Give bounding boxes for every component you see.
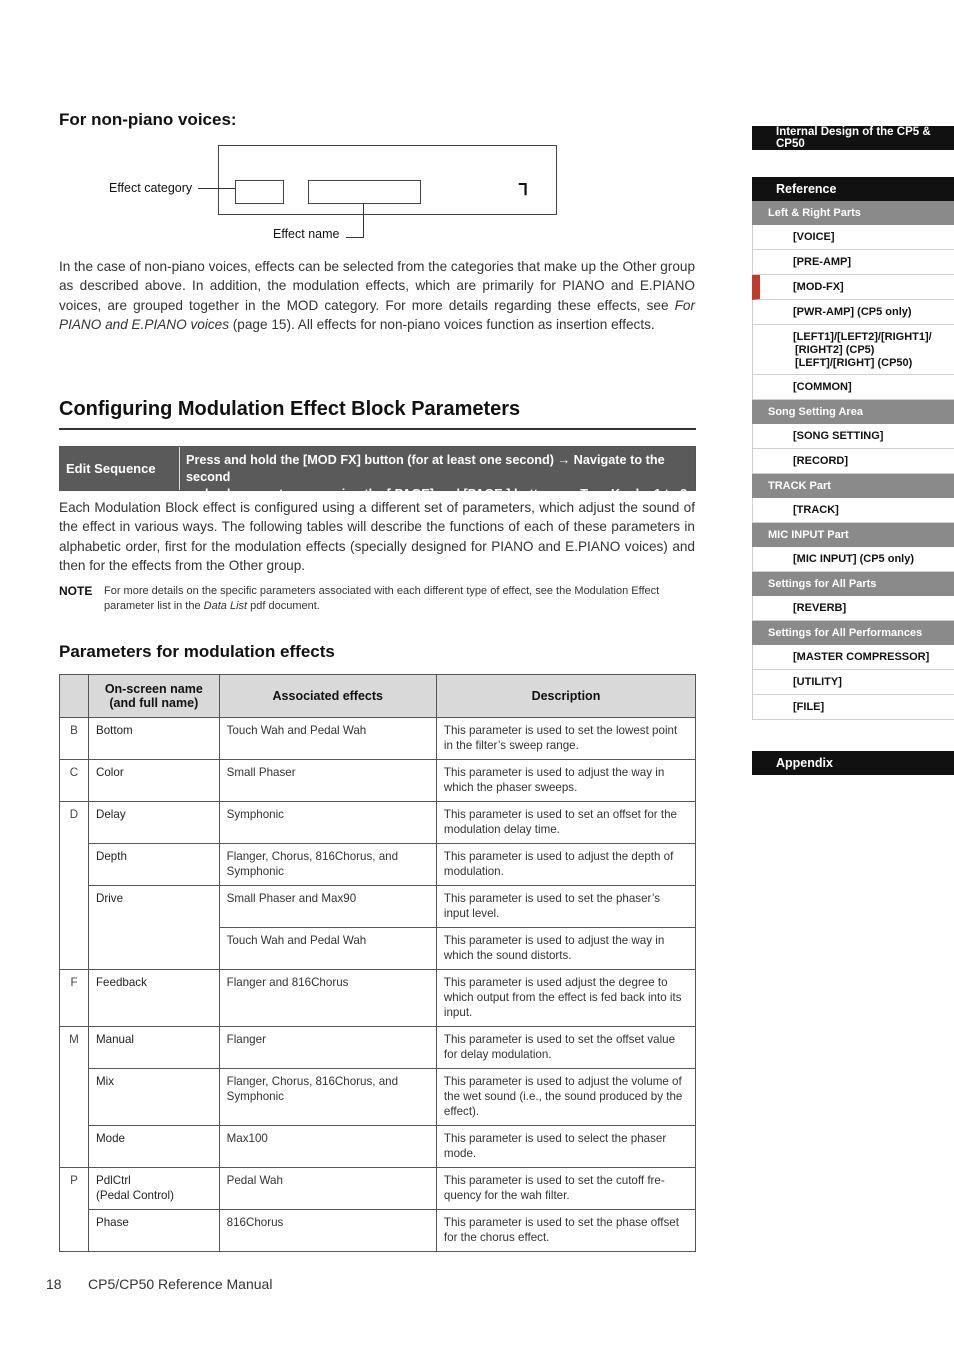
header-letter xyxy=(60,675,89,718)
param-name-full: (Pedal Control) xyxy=(95,1189,174,1202)
nav-settings-all-performances[interactable]: Settings for All Performances xyxy=(752,621,954,645)
table-row xyxy=(60,844,696,886)
param-name: Mode xyxy=(88,1126,219,1168)
manual-title: CP5/CP50 Reference Manual xyxy=(88,1276,273,1292)
row-letter: F xyxy=(60,970,89,1027)
param-effects: Flanger and 816Chorus xyxy=(219,970,436,1027)
param-name: Mix xyxy=(88,1069,219,1126)
param-effects: Touch Wah and Pedal Wah xyxy=(219,718,436,760)
name-pointer-vertical xyxy=(363,203,364,237)
table-row xyxy=(60,1126,696,1168)
edit-sequence-box xyxy=(59,446,696,501)
nav-mod-fx[interactable]: [MOD-FX] xyxy=(752,275,954,300)
param-name: Drive xyxy=(88,886,219,970)
effect-name-box xyxy=(308,180,421,204)
nav-pwr-amp[interactable]: [PWR-AMP] (CP5 only) xyxy=(752,300,954,325)
table-row xyxy=(60,760,696,802)
param-effects: Flanger xyxy=(219,1027,436,1069)
paragraph-text: In the case of non-piano voices, effects can be selected from the categories that make up the Other group as described above. In addition, the modulation effects, which are primarily for PIANO and E.PIANO voices, are grouped together in the MOD category. For more details regarding these effects, see xyxy=(59,259,696,313)
nav-record[interactable]: [RECORD] xyxy=(752,449,954,474)
row-letter: B xyxy=(60,718,89,760)
param-desc: This parameter is used to set the cutoff fre-quency for the wah filter. xyxy=(436,1168,695,1210)
param-desc: This parameter is used to adjust the way in which the sound distorts. xyxy=(436,928,695,970)
param-effects: Flanger, Chorus, 816Chorus, and Symphonic xyxy=(219,844,436,886)
nav-common[interactable]: [COMMON] xyxy=(752,375,954,400)
param-name: Phase xyxy=(88,1210,219,1252)
note-text xyxy=(104,584,694,614)
param-effects: Pedal Wah xyxy=(219,1168,436,1210)
nav-utility[interactable]: [UTILITY] xyxy=(752,670,954,695)
nav-master-compressor[interactable]: [MASTER COMPRESSOR] xyxy=(752,645,954,670)
param-effects: Small Phaser and Max90 xyxy=(219,886,436,928)
param-desc: This parameter is used to select the phaser mode. xyxy=(436,1126,695,1168)
parameters-table xyxy=(59,674,696,1252)
table-row xyxy=(60,718,696,760)
nav-appendix[interactable]: Appendix xyxy=(752,751,954,775)
nav-settings-all-parts[interactable]: Settings for All Parts xyxy=(752,572,954,596)
param-desc: This parameter is used to set the lowest point in the filter’s sweep range. xyxy=(436,718,695,760)
param-desc: This parameter is used to adjust the way in which the phaser sweeps. xyxy=(436,760,695,802)
nav-left-right-line1: [LEFT1]/[LEFT2]/[RIGHT1]/ xyxy=(793,331,932,343)
nav-track[interactable]: [TRACK] xyxy=(752,498,954,523)
nav-left-right-text xyxy=(793,331,932,370)
section-heading-configuring: Configuring Modulation Effect Block Parameters xyxy=(59,398,521,420)
param-desc: This parameter is used to set the offset value for delay modulation. xyxy=(436,1027,695,1069)
nav-pre-amp[interactable]: [PRE-AMP] xyxy=(752,250,954,275)
nav-song-setting[interactable]: [SONG SETTING] xyxy=(752,424,954,449)
non-piano-paragraph xyxy=(59,257,695,334)
param-effects: Symphonic xyxy=(219,802,436,844)
name-pointer-horizontal xyxy=(346,237,364,238)
section-heading-parameters: Parameters for modulation effects xyxy=(59,642,335,661)
nav-left-right-line3: [LEFT]/[RIGHT] (CP50) xyxy=(795,357,913,369)
nav-left-right-outputs[interactable] xyxy=(752,325,954,375)
section-heading-non-piano: For non-piano voices: xyxy=(59,110,237,129)
param-name: Delay xyxy=(88,802,219,844)
nav-reverb[interactable]: [REVERB] xyxy=(752,596,954,621)
table-row xyxy=(60,1069,696,1126)
table-row xyxy=(60,886,696,928)
param-effects: Flanger, Chorus, 816Chorus, and Symphonic xyxy=(219,1069,436,1126)
param-name-short: PdlCtrl xyxy=(95,1174,131,1187)
param-effects: Max100 xyxy=(219,1126,436,1168)
param-name: Depth xyxy=(88,844,219,886)
row-letter: D xyxy=(60,802,89,970)
note-text-part2: pdf document. xyxy=(247,600,320,612)
sidebar-appendix xyxy=(752,751,954,775)
table-header-row xyxy=(60,675,696,718)
param-name: Bottom xyxy=(88,718,219,760)
param-desc: This parameter is used to set the phase offset for the chorus effect. xyxy=(436,1210,695,1252)
edit-sequence-line-1: Press and hold the [MOD FX] button (for at least one second) → Navigate to the second xyxy=(185,453,665,484)
nav-voice[interactable]: [VOICE] xyxy=(752,225,954,250)
note-label: NOTE xyxy=(59,584,93,598)
category-pointer-line xyxy=(198,188,235,189)
param-desc: This parameter is used to set the phaser’s input level. xyxy=(436,886,695,928)
param-desc: This parameter is used to set an offset for the modulation delay time. xyxy=(436,802,695,844)
header-description: Description xyxy=(436,675,695,718)
param-desc: This parameter is used to adjust the depth of modulation. xyxy=(436,844,695,886)
note-text-part1: For more details on the specific parameters associated with each different type of effect, see the Modulation Effect parameter list in the xyxy=(104,585,660,612)
nav-reference[interactable]: Reference xyxy=(752,177,954,201)
sidebar-nav xyxy=(752,126,954,150)
nav-left-right-line2: [RIGHT2] (CP5) xyxy=(795,344,875,356)
param-name: Feedback xyxy=(88,970,219,1027)
param-effects: Small Phaser xyxy=(219,760,436,802)
nav-internal-design[interactable]: Internal Design of the CP5 & CP50 xyxy=(752,126,954,150)
param-effects: Touch Wah and Pedal Wah xyxy=(219,928,436,970)
header-name: On-screen name (and full name) xyxy=(88,675,219,718)
param-name: Color xyxy=(88,760,219,802)
effect-category-label: Effect category xyxy=(109,181,193,195)
row-letter: C xyxy=(60,760,89,802)
paragraph-text-end: (page 15). All effects for non-piano voices function as insertion effects. xyxy=(229,316,655,332)
param-effects: 816Chorus xyxy=(219,1210,436,1252)
sidebar-reference xyxy=(752,177,954,720)
effect-name-label: Effect name xyxy=(273,227,340,241)
nav-left-right-parts[interactable]: Left & Right Parts xyxy=(752,201,954,225)
param-name xyxy=(88,1168,219,1210)
param-desc: This parameter is used to adjust the volume of the wet sound (i.e., the sound produced by the effect). xyxy=(436,1069,695,1126)
table-row xyxy=(60,1210,696,1252)
edit-sequence-line-2: and subsequent pages using the [ PAGE] and [PAGE ] buttons → Turn Knobs 1 to 3 xyxy=(185,487,688,501)
header-effects: Associated effects xyxy=(219,675,436,718)
nav-song-setting-area[interactable]: Song Setting Area xyxy=(752,400,954,424)
edit-sequence-text xyxy=(180,447,695,501)
edit-sequence-label: Edit Sequence xyxy=(60,447,180,490)
page-number: 18 xyxy=(46,1276,62,1292)
table-row xyxy=(60,1027,696,1069)
table-row xyxy=(60,1168,696,1210)
configuring-paragraph: Each Modulation Block effect is configured using a different set of parameters, which adjust the sound of the effect in various ways. The following tables will describe the functions of each of these parameters in alphabetic order, first for the modulation effects (specially designed for PIANO and E.PIANO voices) and then for the effects from the Other group. xyxy=(59,500,695,573)
row-letter: P xyxy=(60,1168,89,1252)
lcd-diagram xyxy=(100,140,570,250)
nav-file[interactable]: [FILE] xyxy=(752,695,954,720)
nav-track-part[interactable]: TRACK Part xyxy=(752,474,954,498)
param-name: Manual xyxy=(88,1027,219,1069)
effect-category-box xyxy=(235,180,284,204)
nav-mic-input-part[interactable]: MIC INPUT Part xyxy=(752,523,954,547)
row-letter: M xyxy=(60,1027,89,1168)
page-reference: For PIANO and E.PIANO voices xyxy=(59,297,695,332)
param-desc: This parameter is used adjust the degree to which output from the effect is fed back into its input. xyxy=(436,970,695,1027)
data-list-reference: Data List xyxy=(203,600,248,612)
nav-mic-input[interactable]: [MIC INPUT] (CP5 only) xyxy=(752,547,954,572)
table-row xyxy=(60,970,696,1027)
heading-rule xyxy=(59,428,696,430)
table-row xyxy=(60,802,696,844)
edit-mark-icon: Ꞁ xyxy=(519,182,528,199)
